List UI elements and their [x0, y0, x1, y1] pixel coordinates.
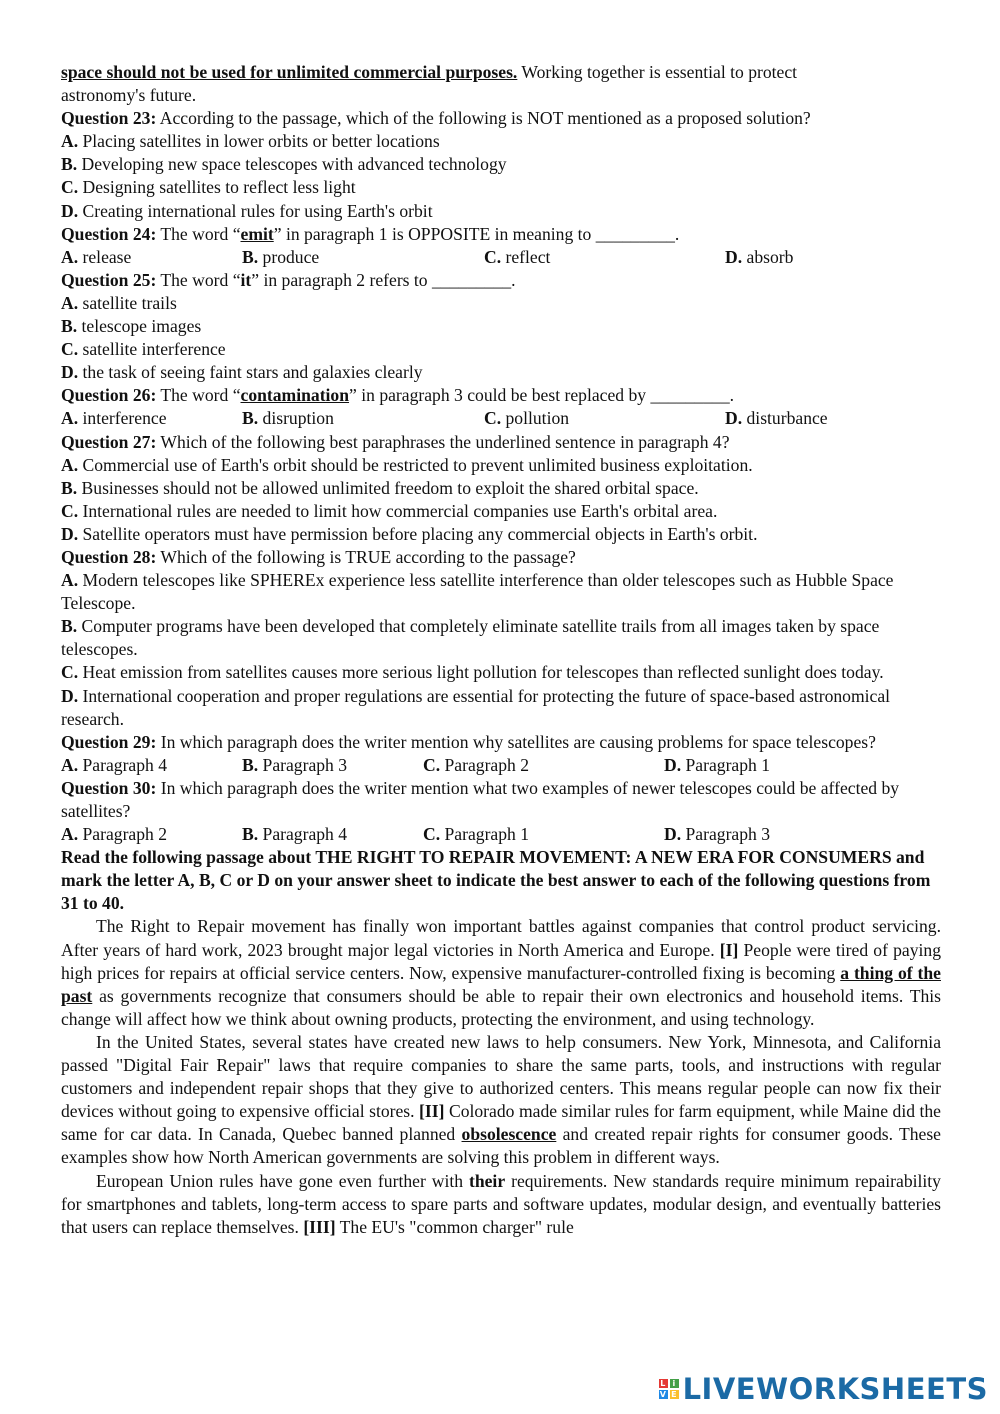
option-text: disruption [258, 408, 334, 429]
q24-option-d[interactable] [725, 246, 793, 269]
q29-option-c[interactable] [423, 754, 664, 777]
option-letter: A. [61, 292, 79, 313]
passage-paragraph-1 [61, 915, 941, 1030]
question-30 [61, 777, 941, 823]
option-letter: D. [725, 408, 743, 429]
question-label: Question 29: [61, 731, 157, 752]
option-letter: B. [242, 824, 259, 845]
target-word: contamination [240, 385, 350, 406]
q29-option-b[interactable] [242, 754, 423, 777]
brand-name: LIVEWORKSHEETS [682, 1372, 988, 1406]
q26-option-c[interactable] [484, 407, 725, 430]
q28-option-c[interactable] [61, 661, 941, 684]
q23-option-b[interactable] [61, 153, 941, 176]
option-text: Modern telescopes like SPHEREx experience less satellite interference than older telescopes such as Hubble Space Telescope. [61, 570, 894, 614]
passage-text: requirements. New standards require minimum repairability for smartphones and tablets, long-term access to spare parts and software updates, modular design, and eventually batteries that users can replace themselves. [61, 1170, 941, 1237]
q26-option-d[interactable] [725, 407, 828, 430]
q27-option-c[interactable] [61, 500, 941, 523]
question-text: In which paragraph does the writer mention what two examples of newer telescopes could be affected by satellites? [61, 777, 900, 821]
question-text: The word “ [156, 269, 241, 290]
question-text: Which of the following best paraphrases the underlined sentence in paragraph 4? [156, 431, 730, 452]
q24-options [61, 246, 941, 269]
option-text: the task of seeing faint stars and galaxies clearly [78, 362, 423, 383]
intro-rest: Working together is essential to protect [517, 62, 798, 82]
option-text: satellite trails [78, 292, 177, 313]
question-text: Which of the following is TRUE according to the passage? [156, 546, 576, 567]
question-text: The word “ [156, 385, 241, 406]
question-26 [61, 384, 941, 407]
option-letter: B. [61, 316, 78, 337]
intro-line-2: astronomy's future. [61, 85, 197, 106]
option-letter: B. [242, 246, 259, 267]
option-letter: D. [664, 754, 682, 775]
option-text: Developing new space telescopes with advanced technology [77, 154, 507, 175]
question-label: Question 27: [61, 431, 157, 452]
option-text: Paragraph 2 [440, 754, 530, 775]
q29-option-a[interactable] [61, 754, 242, 777]
q30-option-c[interactable] [423, 823, 664, 846]
option-letter: B. [61, 477, 78, 498]
option-text: Computer programs have been developed that completely eliminate satellite trails from all images taken by space telescopes. [61, 616, 880, 660]
option-letter: A. [61, 246, 79, 267]
logo-tile: V [659, 1390, 667, 1399]
option-text: Creating international rules for using Earth's orbit [78, 200, 433, 221]
insertion-marker: [I] [719, 939, 739, 960]
insertion-marker: [III] [303, 1216, 336, 1237]
option-text: Paragraph 1 [440, 824, 530, 845]
option-text: Paragraph 4 [258, 824, 348, 845]
option-letter: A. [61, 824, 79, 845]
passage-paragraph-3 [61, 1170, 941, 1239]
liveworksheets-logo-icon [659, 1379, 679, 1399]
question-label: Question 26: [61, 385, 157, 406]
option-text: Paragraph 2 [78, 824, 168, 845]
q25-option-a[interactable] [61, 292, 941, 315]
option-letter: D. [61, 362, 79, 383]
q24-option-c[interactable] [484, 246, 725, 269]
intro-line-1 [61, 61, 941, 84]
question-25 [61, 269, 941, 292]
passage-text: European Union rules have gone even further with [96, 1170, 469, 1191]
question-text: In which paragraph does the writer mention why satellites are causing problems for space telescopes? [156, 731, 876, 752]
logo-tile: E [671, 1390, 678, 1399]
referent-word: their [468, 1170, 506, 1191]
q29-options [61, 754, 941, 777]
option-text: Paragraph 3 [258, 754, 348, 775]
q28-option-b[interactable] [61, 615, 941, 661]
question-27 [61, 431, 941, 454]
option-text: Heat emission from satellites causes more serious light pollution for telescopes than reflected sunlight does today. [78, 662, 884, 683]
option-letter: C. [61, 662, 79, 683]
passage-text: The Right to Repair movement has finally won important battles against companies that control product servicing. After years of hard work, 2023 brought major legal victories in North America and Europe. [61, 916, 941, 960]
q26-option-a[interactable] [61, 407, 242, 430]
question-text: ” in paragraph 3 could be best replaced by _________. [349, 385, 735, 406]
liveworksheets-brand [659, 1372, 988, 1406]
option-letter: B. [61, 154, 78, 175]
q24-option-b[interactable] [242, 246, 484, 269]
option-letter: D. [664, 824, 682, 845]
option-letter: C. [61, 339, 79, 360]
target-word: emit [240, 223, 274, 244]
q27-option-d[interactable] [61, 523, 941, 546]
option-text: Placing satellites in lower orbits or better locations [78, 131, 440, 152]
option-letter: C. [484, 246, 502, 267]
passage-text: Colorado made similar rules for farm equipment, while Maine did the same for car data. In Canada, Quebec banned planned [61, 1101, 941, 1145]
q23-option-a[interactable] [61, 130, 941, 153]
option-text: Satellite operators must have permission before placing any commercial objects in Earth's orbit. [78, 523, 758, 544]
option-text: telescope images [77, 316, 202, 337]
option-letter: D. [61, 200, 79, 221]
option-letter: A. [61, 570, 79, 591]
passage-paragraph-2 [61, 1031, 941, 1170]
option-text: absorb [742, 246, 794, 267]
insertion-marker: [II] [419, 1101, 445, 1122]
question-text: According to the passage, which of the following is NOT mentioned as a proposed solution? [156, 108, 811, 129]
q23-option-c[interactable] [61, 176, 941, 199]
option-text: release [78, 246, 132, 267]
question-label: Question 25: [61, 269, 157, 290]
option-letter: A. [61, 454, 79, 475]
q26-option-b[interactable] [242, 407, 484, 430]
option-letter: D. [725, 246, 743, 267]
underlined-word: obsolescence [461, 1124, 557, 1145]
option-text: Paragraph 4 [78, 754, 168, 775]
option-text: International cooperation and proper regulations are essential for protecting the future of space-based astronomical research. [61, 685, 891, 729]
option-letter: A. [61, 754, 79, 775]
option-text: International rules are needed to limit how commercial companies use Earth's orbital area. [78, 500, 718, 521]
option-text: Commercial use of Earth's orbit should be restricted to prevent unlimited business exploitation. [78, 454, 753, 475]
question-24 [61, 223, 941, 246]
question-text: ” in paragraph 2 refers to _________. [251, 269, 516, 290]
q30-option-a[interactable] [61, 823, 242, 846]
option-text: Paragraph 1 [681, 754, 771, 775]
option-text: Paragraph 3 [681, 824, 771, 845]
q30-option-d[interactable] [664, 823, 770, 846]
option-letter: B. [242, 754, 259, 775]
q25-option-b[interactable] [61, 315, 941, 338]
intro-underlined-sentence: space should not be used for unlimited commercial purposes. [61, 62, 518, 82]
option-letter: C. [423, 824, 441, 845]
passage-text: The EU's "common charger" rule [335, 1216, 574, 1237]
question-label: Question 30: [61, 777, 157, 798]
passage-text: and created repair rights for consumer goods. These examples show how North American governments are solving this problem in different ways. [61, 1124, 941, 1168]
q28-option-d[interactable] [61, 685, 941, 731]
option-letter: C. [61, 177, 79, 198]
option-letter: C. [61, 500, 79, 521]
target-word: it [240, 269, 252, 290]
question-text: The word “ [156, 223, 241, 244]
q27-option-a[interactable] [61, 454, 941, 477]
q25-option-d[interactable] [61, 361, 941, 384]
q30-option-b[interactable] [242, 823, 423, 846]
passage-text: People were tired of paying high prices for repairs at official service centers. Now, expensive manufacturer-controlled fixing is becoming [61, 939, 941, 983]
q24-option-a[interactable] [61, 246, 242, 269]
option-text: interference [78, 408, 167, 429]
question-label: Question 28: [61, 546, 157, 567]
underlined-phrase: a thing of the past [61, 962, 941, 1006]
option-text: satellite interference [78, 339, 226, 360]
question-23 [61, 107, 941, 130]
option-text: disturbance [742, 408, 828, 429]
option-letter: C. [423, 754, 441, 775]
option-text: pollution [501, 408, 570, 429]
question-label: Question 23: [61, 108, 157, 129]
q26-options [61, 407, 941, 430]
q23-option-d[interactable] [61, 200, 941, 223]
q30-options [61, 823, 941, 846]
question-29 [61, 731, 941, 754]
option-letter: C. [484, 408, 502, 429]
option-letter: A. [61, 131, 79, 152]
logo-tile: i [670, 1379, 679, 1388]
logo-tile: L [660, 1379, 666, 1388]
question-text: ” in paragraph 1 is OPPOSITE in meaning to _________. [273, 223, 680, 244]
option-text: Businesses should not be allowed unlimited freedom to exploit the shared orbital space. [77, 477, 699, 498]
q27-option-b[interactable] [61, 477, 941, 500]
option-letter: B. [242, 408, 259, 429]
option-letter: D. [61, 685, 79, 706]
worksheet-page [61, 61, 941, 1239]
option-letter: D. [61, 523, 79, 544]
question-28 [61, 546, 941, 569]
option-letter: B. [61, 616, 78, 637]
option-text: Designing satellites to reflect less light [78, 177, 356, 198]
option-letter: A. [61, 408, 79, 429]
passage-text: as governments recognize that consumers should be able to repair their own electronics and household items. This change will affect how we think about owning products, protecting the environment, and using technology. [61, 985, 941, 1029]
passage-text: In the United States, several states have created new laws to help consumers. New York, Minnesota, and California passed "Digital Fair Repair" laws that require companies to share the same parts, tools, and instructions with regular customers and independent repair shops that they give to authorized centers. This means regular people can now fix their devices without going to expensive official stores. [61, 1031, 941, 1122]
q28-option-a[interactable] [61, 569, 941, 615]
q29-option-d[interactable] [664, 754, 770, 777]
option-text: reflect [501, 246, 551, 267]
option-text: produce [258, 246, 320, 267]
section-instruction: Read the following passage about THE RIGHT TO REPAIR MOVEMENT: A NEW ERA FOR CONSUMERS and mark the letter A, B, C or D on your answer sheet to indicate the best answer to each of the following questions from 31 to 40. [61, 847, 931, 914]
question-label: Question 24: [61, 223, 157, 244]
q25-option-c[interactable] [61, 338, 941, 361]
